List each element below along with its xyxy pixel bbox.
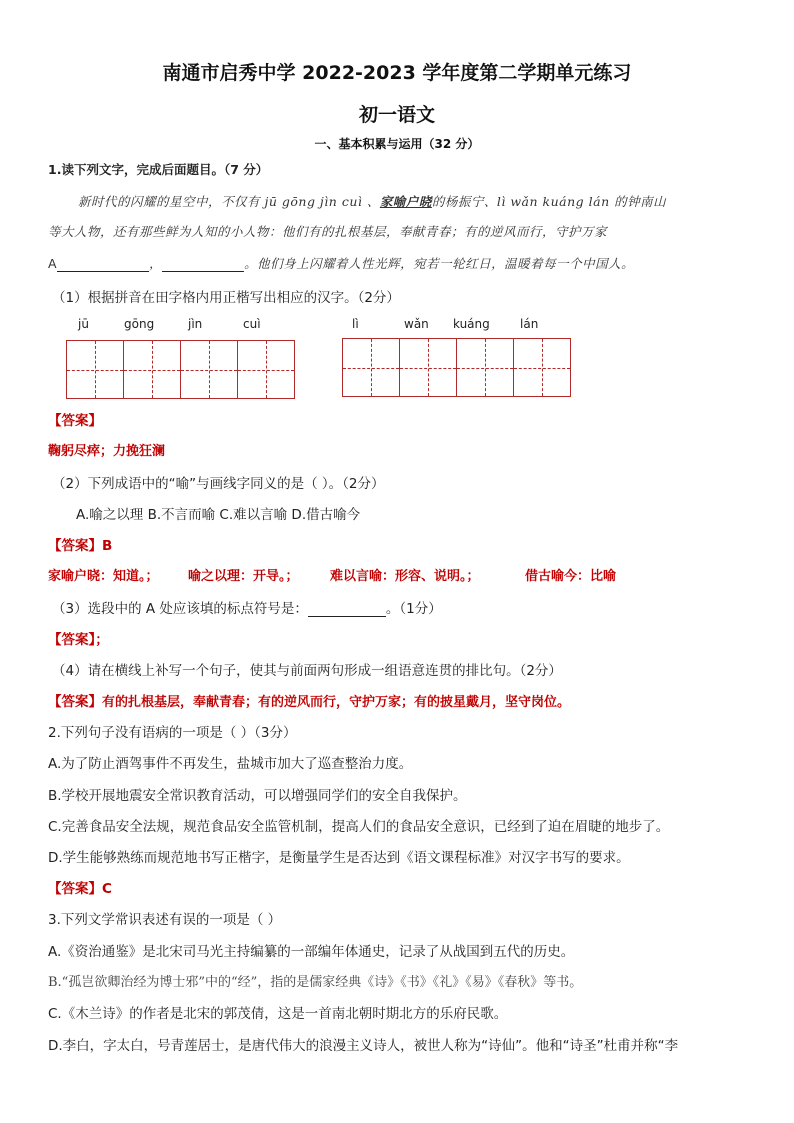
answer-label: 【答案】 <box>48 413 102 429</box>
sub-question-3 <box>52 597 442 617</box>
writing-grid-left[interactable] <box>66 340 295 399</box>
grid-cell[interactable] <box>457 339 514 396</box>
answer-2-explain-2: 喻之以理：开导。； <box>188 569 299 584</box>
grid-cell[interactable] <box>343 339 400 396</box>
question-2-option: D.学生能够熟练而规范地书写正楷字，是衡量学生是否达到《语文课程标准》对汉字书写的要求。 <box>48 850 630 866</box>
document-title: 南通市启秀中学 2022-2023 学年度第二学期单元练习 <box>162 62 632 84</box>
answer-2-explain-4: 借古喻今：比喻 <box>525 569 617 584</box>
grid-cell[interactable] <box>514 339 570 396</box>
passage-comma: ， <box>149 256 163 271</box>
writing-grid-right[interactable] <box>342 338 571 397</box>
pinyin-label: jìn <box>188 317 203 331</box>
pinyin-label: kuáng <box>453 317 490 331</box>
sub-question-4: （4）请在横线上补写一个句子，使其与前面两句形成一组语意连贯的排比句。（2分） <box>52 663 562 679</box>
passage-line-3 <box>48 254 634 272</box>
question-3-option: B.“孤岂欲卿治经为博士邪”中的“经”，指的是儒家经典《诗》《书》《礼》《易》《春秋》等书。 <box>48 975 583 990</box>
answer-4-label: 【答案】 <box>48 694 102 710</box>
grid-cell[interactable] <box>67 341 124 398</box>
grid-cell[interactable] <box>238 341 294 398</box>
question-2-option: B.学校开展地震安全常识教育活动，可以增强同学们的安全自我保护。 <box>48 788 467 804</box>
passage-mark-a: A <box>48 256 58 271</box>
blank-line <box>162 258 244 272</box>
pinyin-label: gōng <box>124 317 155 331</box>
answer-blank[interactable] <box>308 603 386 617</box>
question-3-option: A.《资治通鉴》是北宋司马光主持编纂的一部编年体通史，记录了从战国到五代的历史。 <box>48 944 575 960</box>
passage-line-1-end: 的杨振宁、lì wǎn kuáng lán 的钟南山 <box>431 194 667 209</box>
answer-4 <box>48 690 570 710</box>
passage-line-2: 等大人物，还有那些鲜为人知的小人物：他们有的扎根基层，奉献青春；有的逆风而行，守护万家 <box>48 224 608 239</box>
answer-2-explain-3: 难以言喻：形容、说明。； <box>330 569 480 584</box>
answer-1: 鞠躬尽瘁；力挽狂澜 <box>48 444 166 459</box>
sub-question-2-options: A.喻之以理 B.不言而喻 C.难以言喻 D.借古喻今 <box>76 507 361 523</box>
question-3-prompt: 3.下列文学常识表述有误的一项是（ ） <box>48 912 282 928</box>
question-1-prompt: 1.读下列文字，完成后面题目。（7 分） <box>48 162 269 177</box>
passage-line-1-start: 新时代的闪耀的星空中，不仅有 jū gōng jìn cuì 、 <box>78 194 380 209</box>
sub-question-1: （1）根据拼音在田字格内用正楷写出相应的汉字。（2分） <box>52 290 400 306</box>
section-heading: 一、基本积累与运用（32 分） <box>314 137 480 151</box>
question-2-option: A.为了防止酒驾事件不再发生，盐城市加大了巡查整治力度。 <box>48 756 413 772</box>
answer-2-label: 【答案】B <box>48 538 113 554</box>
answer-4-text: 有的扎根基层，奉献青春；有的逆风而行，守护万家；有的披星戴月，坚守岗位。 <box>102 695 571 710</box>
grid-cell[interactable] <box>181 341 238 398</box>
pinyin-label: wǎn <box>404 317 429 331</box>
document-subtitle: 初一语文 <box>358 104 435 126</box>
pinyin-label: lì <box>352 317 359 331</box>
question-3-option: C.《木兰诗》的作者是北宋的郭茂倩，这是一首南北朝时期北方的乐府民歌。 <box>48 1006 508 1022</box>
grid-cell[interactable] <box>124 341 181 398</box>
passage-line-3-end: 。他们身上闪耀着人性光辉，宛若一轮红日，温暖着每一个中国人。 <box>244 256 635 271</box>
blank-line <box>57 258 149 272</box>
pinyin-label: jū <box>78 317 89 331</box>
question-2-answer: 【答案】C <box>48 881 112 897</box>
answer-3-label: 【答案】； <box>48 632 109 648</box>
sub-question-3-text: （3）选段中的 A 处应该填的标点符号是： <box>52 601 308 617</box>
grid-cell[interactable] <box>400 339 457 396</box>
question-2-prompt: 2.下列句子没有语病的一项是（ ）（3分） <box>48 725 297 741</box>
question-3-option: D.李白，字太白，号青莲居士，是唐代伟大的浪漫主义诗人，被世人称为“诗仙”。他和“诗圣”杜甫并称“李 <box>48 1038 679 1054</box>
passage-underlined-word: 家喻户晓 <box>379 194 432 209</box>
sub-question-3-points: 。（1分） <box>385 601 442 617</box>
answer-2-explain-1: 家喻户晓：知道。； <box>48 569 159 584</box>
question-2-option: C.完善食品安全法规，规范食品安全监管机制，提高人们的食品安全意识，已经到了迫在眉睫的地步了。 <box>48 819 670 835</box>
pinyin-label: cuì <box>243 317 261 331</box>
passage-line-1 <box>78 192 666 210</box>
sub-question-2: （2）下列成语中的“喻”与画线字同义的是（ ）。（2分） <box>52 476 385 492</box>
pinyin-label: lán <box>520 317 539 331</box>
